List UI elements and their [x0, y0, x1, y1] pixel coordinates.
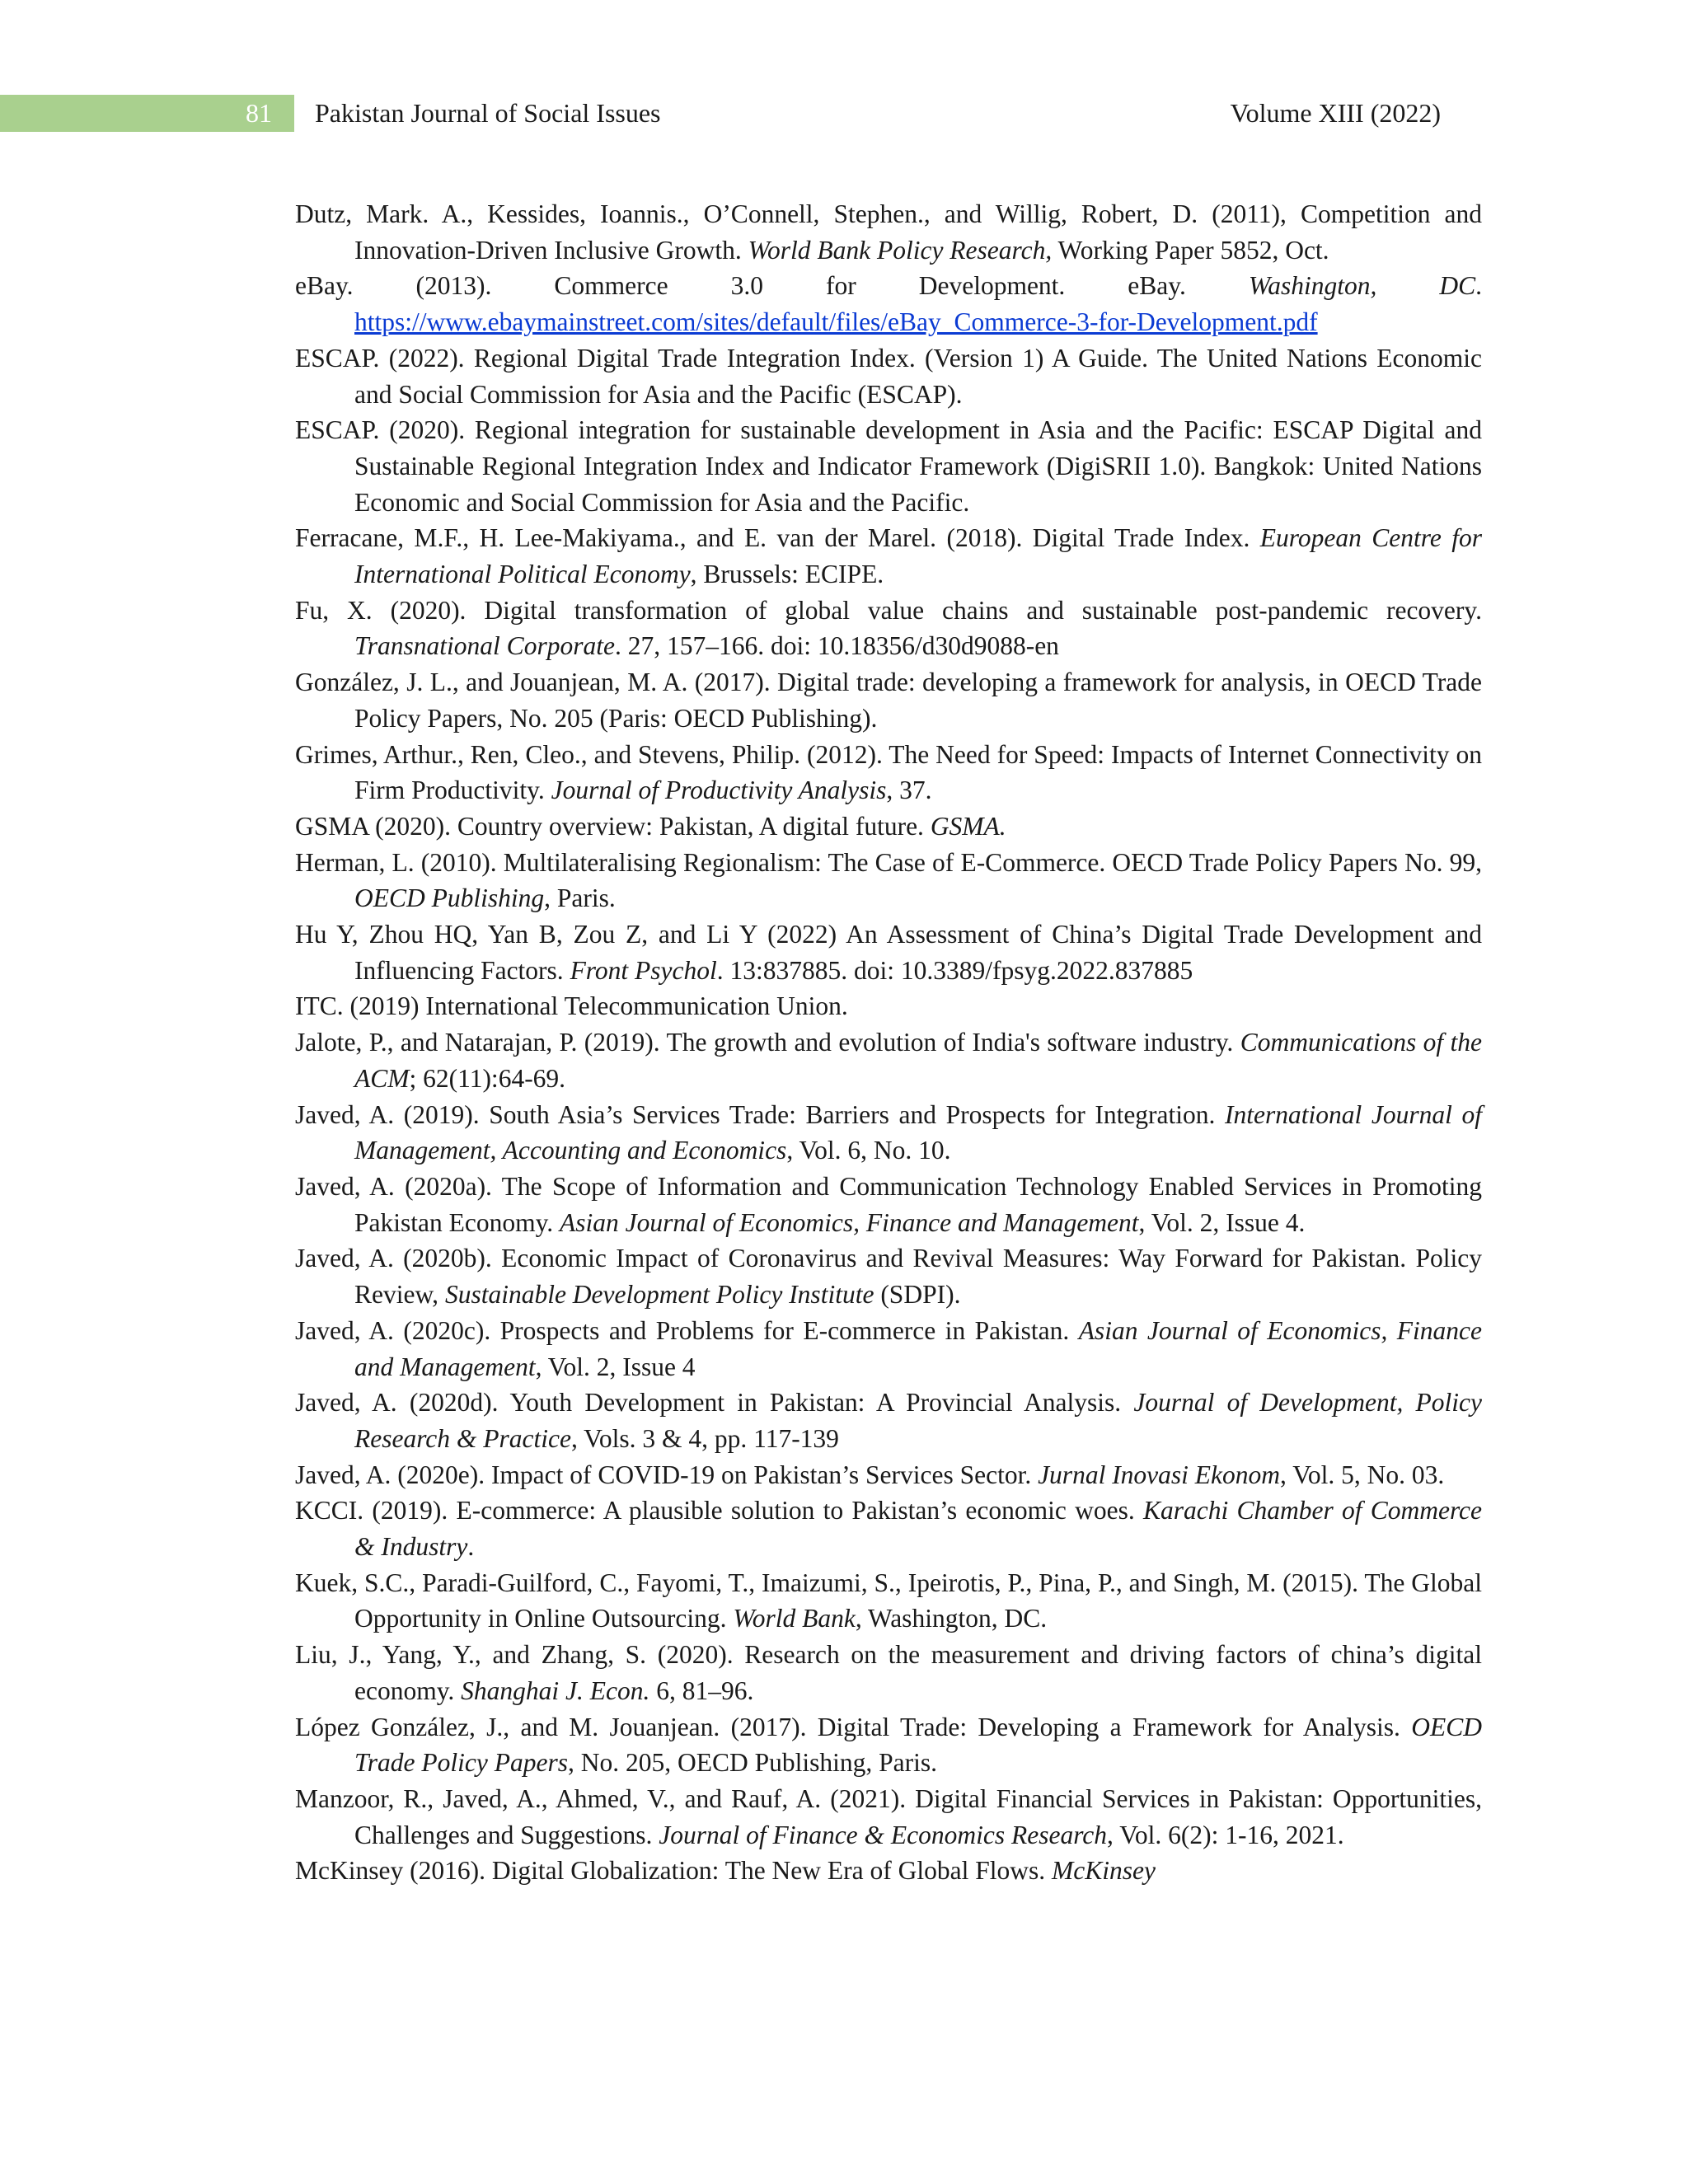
reference-italic-text: McKinsey [1052, 1856, 1156, 1886]
reference-text: , No. 205, OECD Publishing, Paris. [567, 1748, 937, 1778]
reference-text: ESCAP. (2020). Regional integration for sustainable development in Asia and the Pacific: ESCAP Digital and Sustainable Regional Integration Index and Indicator Framework (DigiSRII 1.0). Bangkok: United Nations Economic and Social Commission for Asia and the Pacific. [295, 415, 1482, 517]
reference-entry [295, 196, 1482, 268]
reference-entry [295, 845, 1482, 916]
page-number: 81 [246, 98, 272, 128]
reference-text: Javed, A. (2020a). The Scope of Information and Communication Technology Enabled Services in Promoting Pakistan Economy. [295, 1171, 1482, 1237]
reference-italic-text: Shanghai J. Econ. [461, 1675, 650, 1705]
reference-italic-text: Communications of the ACM [354, 1028, 1482, 1093]
reference-text: Jalote, P., and Natarajan, P. (2019). The growth and evolution of India's software industry. [295, 1028, 1240, 1057]
reference-text: Javed, A. (2019). South Asia’s Services Trade: Barriers and Prospects for Integration. [295, 1099, 1226, 1129]
reference-text: , Paris. [544, 883, 616, 913]
reference-entry [295, 340, 1482, 412]
reference-text: , Vols. 3 & 4, pp. 117-139 [570, 1423, 839, 1453]
reference-entry [295, 1565, 1482, 1637]
reference-text: ESCAP. (2022). Regional Digital Trade Integration Index. (Version 1) A Guide. The United Nations Economic and Social Commission for Asia and the Pacific (ESCAP). [295, 343, 1482, 409]
reference-entry [295, 1169, 1482, 1240]
reference-entry [295, 1240, 1482, 1312]
reference-text: 6, 81–96. [649, 1675, 754, 1705]
reference-text: Dutz, Mark. A., Kessides, Ioannis., O’Connell, Stephen., and Willig, Robert, D. (2011), Competition and Innovation-Driven Inclusive Growth. [295, 199, 1482, 265]
reference-text: Kuek, S.C., Paradi-Guilford, C., Fayomi, T., Imaizumi, S., Ipeirotis, P., Pina, P., and Singh, M. (2015). The Global Opportunity in Online Outsourcing. [295, 1568, 1482, 1633]
reference-entry [295, 737, 1482, 808]
reference-entry [295, 808, 1482, 845]
reference-entry [295, 1097, 1482, 1169]
reference-list [295, 196, 1482, 1889]
reference-text: Fu, X. (2020). Digital transformation of global value chains and sustainable post-pandemic recovery. [295, 595, 1482, 625]
reference-text: , Vol. 2, Issue 4. [1138, 1207, 1306, 1237]
reference-entry [295, 1781, 1482, 1853]
reference-text: , 37. [886, 776, 932, 805]
reference-text: Grimes, Arthur., Ren, Cleo., and Stevens, Philip. (2012). The Need for Speed: Impacts of Internet Connectivity on Firm Productivity. [295, 739, 1482, 805]
reference-text: . [1475, 271, 1482, 301]
reference-text: , Vol. 6(2): 1-16, 2021. [1107, 1820, 1344, 1849]
reference-text: Hu Y, Zhou HQ, Yan B, Zou Z, and Li Y (2022) An Assessment of China’s Digital Trade Development and Influencing Factors. [295, 920, 1482, 985]
reference-text: eBay. (2013). Commerce 3.0 for Development. eBay. [295, 271, 1249, 301]
journal-title: Pakistan Journal of Social Issues [315, 98, 661, 128]
reference-italic-text: GSMA. [930, 811, 1006, 841]
reference-italic-text: Journal of Finance & Economics Research [659, 1820, 1108, 1849]
reference-text: , Washington, DC. [855, 1604, 1048, 1633]
reference-italic-text: Transnational Corporate [354, 631, 615, 661]
reference-text: , Vol. 2, Issue 4 [535, 1352, 696, 1381]
reference-text: López González, J., and M. Jouanjean. (2017). Digital Trade: Developing a Framework for Analysis. [295, 1712, 1412, 1741]
reference-text: Liu, J., Yang, Y., and Zhang, S. (2020). Research on the measurement and driving factors of china’s digital economy. [295, 1640, 1482, 1705]
reference-text: Ferracane, M.F., H. Lee-Makiyama., and E. van der Marel. (2018). Digital Trade Index. [295, 523, 1260, 553]
reference-entry [295, 1709, 1482, 1781]
reference-entry [295, 988, 1482, 1024]
reference-text: . [467, 1532, 475, 1562]
reference-entry [295, 520, 1482, 592]
reference-italic-text: Washington, DC [1248, 271, 1476, 301]
reference-link[interactable]: https://www.ebaymainstreet.com/sites/default/files/eBay_Commerce-3-for-Development.pdf [354, 307, 1318, 337]
reference-text: González, J. L., and Jouanjean, M. A. (2017). Digital trade: developing a framework for analysis, in OECD Trade Policy Papers, No. 205 (Paris: OECD Publishing). [295, 668, 1482, 733]
reference-italic-text: World Bank Policy Research, [748, 235, 1053, 265]
reference-italic-text: Asian Journal of Economics, Finance and Management [560, 1207, 1139, 1237]
reference-text: GSMA (2020). Country overview: Pakistan, A digital future. [295, 811, 931, 841]
reference-italic-text: European Centre for International Political Economy [354, 523, 1482, 589]
reference-italic-text: Sustainable Development Policy Institute [444, 1280, 874, 1310]
reference-entry [295, 916, 1482, 988]
reference-text: Herman, L. (2010). Multilateralising Regionalism: The Case of E-Commerce. OECD Trade Policy Papers No. 99, [295, 847, 1482, 877]
reference-text: , Vol. 6, No. 10. [786, 1136, 951, 1165]
reference-italic-text: OECD Publishing [354, 883, 545, 913]
reference-italic-text: Jurnal Inovasi Ekonom [1038, 1460, 1281, 1489]
reference-entry [295, 1313, 1482, 1385]
volume-label: Volume XIII (2022) [1230, 98, 1441, 128]
reference-entry [295, 664, 1482, 736]
reference-text: , Vol. 5, No. 03. [1280, 1460, 1445, 1489]
reference-text: . 13:837885. doi: 10.3389/fpsyg.2022.837885 [716, 955, 1193, 985]
reference-italic-text: OECD Trade Policy Papers [354, 1712, 1482, 1778]
reference-text: . 27, 157–166. doi: 10.18356/d30d9088-en [614, 631, 1059, 661]
reference-italic-text: Asian Journal of Economics, Finance and Management [354, 1315, 1482, 1381]
reference-entry [295, 412, 1482, 520]
reference-italic-text: Front Psychol [570, 955, 717, 985]
reference-text: McKinsey (2016). Digital Globalization: The New Era of Global Flows. [295, 1856, 1052, 1886]
reference-text: Javed, A. (2020b). Economic Impact of Coronavirus and Revival Measures: Way Forward for Pakistan. Policy Review, [295, 1244, 1482, 1310]
reference-text: (SDPI). [874, 1280, 961, 1310]
reference-text: ; 62(11):64-69. [409, 1063, 566, 1093]
reference-text: Manzoor, R., Javed, A., Ahmed, V., and Rauf, A. (2021). Digital Financial Services in Pakistan: Opportunities, Challenges and Suggestions. [295, 1783, 1482, 1849]
reference-entry [295, 1457, 1482, 1493]
reference-entry [295, 1024, 1482, 1096]
reference-text: , Brussels: ECIPE. [690, 560, 884, 589]
reference-text: Javed, A. (2020d). Youth Development in Pakistan: A Provincial Analysis. [295, 1388, 1134, 1418]
reference-text: Javed, A. (2020e). Impact of COVID-19 on Pakistan’s Services Sector. [295, 1460, 1039, 1489]
reference-entry [295, 1853, 1482, 1889]
reference-entry [295, 1385, 1482, 1456]
reference-italic-text: Journal of Development, Policy Research & Practice [354, 1388, 1482, 1453]
reference-text: Javed, A. (2020c). Prospects and Problems for E-commerce in Pakistan. [295, 1315, 1079, 1345]
reference-entry [295, 593, 1482, 664]
reference-entry [295, 1637, 1482, 1708]
reference-italic-text: Karachi Chamber of Commerce & Industry [354, 1496, 1483, 1562]
reference-italic-text: Journal of Productivity Analysis [551, 776, 887, 805]
reference-entry [295, 268, 1482, 340]
reference-italic-text: International Journal of Management, Accounting and Economics [354, 1099, 1483, 1165]
reference-text: KCCI. (2019). E-commerce: A plausible solution to Pakistan’s economic woes. [295, 1496, 1143, 1526]
reference-entry [295, 1493, 1482, 1564]
reference-text: ITC. (2019) International Telecommunication Union. [295, 991, 848, 1021]
reference-text: Working Paper 5852, Oct. [1052, 235, 1329, 265]
reference-italic-text: World Bank [733, 1604, 856, 1633]
